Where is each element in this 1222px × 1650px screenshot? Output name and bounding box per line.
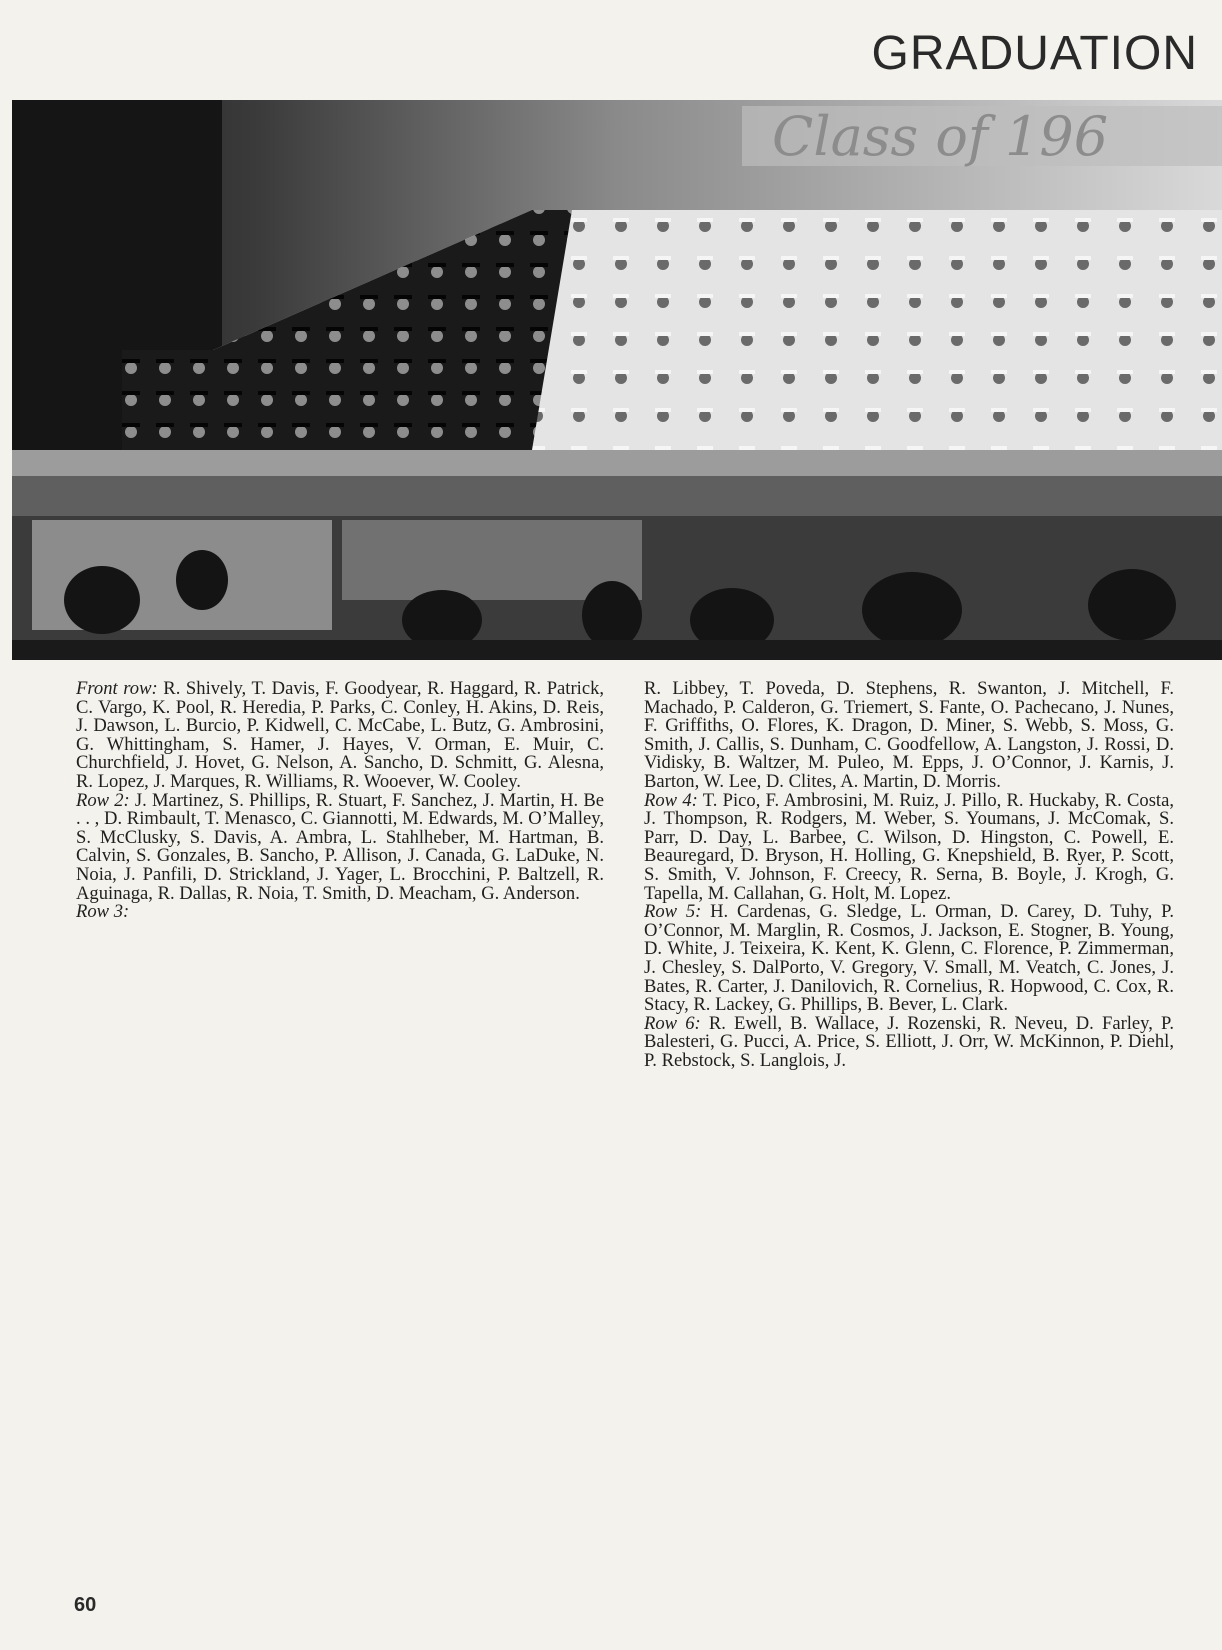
graduation-stage-image	[12, 100, 1222, 660]
caption-front-row	[76, 680, 604, 792]
row-label: Row 6:	[644, 1012, 701, 1034]
caption-row-6	[644, 1012, 1174, 1071]
page-number: 60	[74, 1594, 97, 1616]
row-names: T. Pico, F. Ambrosini, M. Ruiz, J. Pillo, R. Huckaby, R. Costa, J. Thompson, R. Rodgers, M. Weber, S. Youmans, J. McComak, S. Parr, D. Day, L. Barbee, C. Wilson, D. Hingston, C. Powell, E. Beauregard, D. Bryson, H. Holling, G. Knepshield, B. Ryer, P. Scott, S. Smith, V. Johnson, F. Creecy, R. Serna, B. Boyle, J. Krogh, G. Tapella, M. Callahan, G. Holt, M. Lopez.	[644, 789, 1175, 904]
caption-row-5	[644, 903, 1174, 1015]
row-label: Front row:	[76, 678, 158, 699]
row-label: Row 5:	[644, 901, 702, 923]
caption-row-3-continued	[644, 680, 1174, 792]
row-names: R. Libbey, T. Poveda, D. Stephens, R. Swanton, J. Mitchell, F. Machado, P. Calderon, G. Triemert, S. Fante, O. Pachecano, J. Nunes, F. Griffiths, O. Flores, K. Dragon, D. Miner, S. Webb, S. Moss, G. Smith, J. Callis, S. Dunham, C. Goodfellow, A. Langston, J. Rossi, D. Vidisky, B. Waltzer, M. Puleo, M. Epps, J. O’Connor, J. Karnis, J. Barton, W. Lee, D. Clites, A. Martin, D. Morris.	[644, 678, 1174, 792]
row-label: Row 4:	[644, 789, 698, 811]
row-names: R. Ewell, B. Wallace, J. Rozenski, R. Neveu, D. Farley, P. Balesteri, G. Pucci, A. Price, S. Elliott, J. Orr, W. McKinnon, P. Diehl, P. Rebstock, S. Langlois, J.	[644, 1012, 1174, 1071]
row-names: J. Martinez, S. Phillips, R. Stuart, F. Sanchez, J. Martin, H. Be . . , D. Rimbault, T. Menasco, C. Giannotti, M. Edwards, M. O’Malley, S. McClusky, S. Davis, A. Ambra, L. Stahlheber, M. Hartman, B. Calvin, S. Gonzales, B. Sancho, P. Allison, J. Canada, G. LaDuke, N. Noia, J. Panfili, D. Strickland, J. Yager, L. Brocchini, P. Baltzell, R. Aguinaga, R. Dallas, R. Noia, T. Smith, D. Meacham, G. Anderson.	[76, 789, 604, 904]
row-label: Row 2:	[76, 789, 130, 811]
caption-row-4	[644, 789, 1175, 904]
caption-row-3	[76, 903, 604, 922]
row-names: H. Cardenas, G. Sledge, L. Orman, D. Carey, D. Tuhy, P. O’Connor, M. Marglin, R. Cosmos, J. Jackson, E. Stogner, B. Young, D. White, J. Teixeira, K. Kent, K. Glenn, C. Florence, P. Zimmerman, J. Chesley, S. DalPorto, V. Gregory, V. Small, M. Veatch, C. Jones, J. Bates, R. Carter, J. Danilovich, R. Cornelius, R. Hopwood, C. Cox, R. Stacy, R. Lackey, G. Phillips, B. Bever, L. Clark.	[644, 901, 1174, 1016]
caption-left-column	[76, 680, 604, 922]
caption-right-column	[644, 680, 1174, 1070]
row-label: Row 3:	[76, 901, 130, 923]
graduation-photo	[12, 100, 1222, 660]
banner-text: Class of 196	[772, 105, 1109, 168]
page-title: GRADUATION	[871, 27, 1198, 80]
row-names: R. Shively, T. Davis, F. Goodyear, R. Haggard, R. Patrick, C. Vargo, K. Pool, R. Heredia, P. Parks, C. Conley, H. Akins, D. Reis, J. Dawson, L. Burcio, P. Kidwell, C. McCabe, L. Butz, G. Ambrosini, G. Whittingham, S. Hamer, J. Hayes, V. Orman, E. Muir, C. Churchfield, J. Hovet, G. Nelson, A. Sancho, D. Schmitt, G. Alesna, R. Lopez, J. Marques, R. Williams, R. Wooever, W. Cooley.	[76, 678, 605, 792]
caption-row-2	[76, 789, 604, 904]
